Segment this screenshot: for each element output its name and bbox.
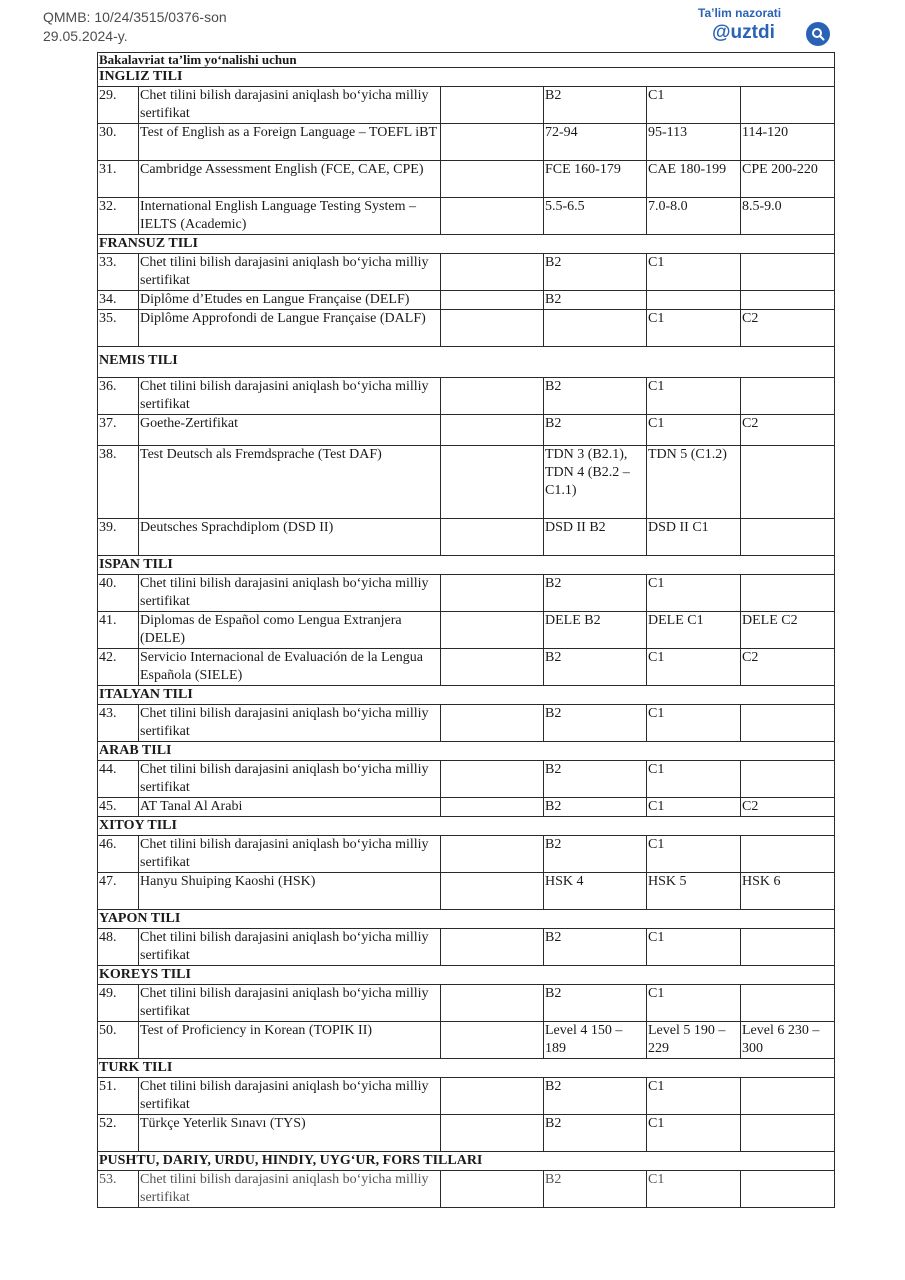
row-number: 51.: [98, 1078, 139, 1115]
table-row: [98, 1078, 835, 1115]
table-row: [98, 929, 835, 966]
b2-value: B2: [544, 761, 647, 798]
row-number: 38.: [98, 446, 139, 519]
b2-value: Level 4 150 – 189: [544, 1022, 647, 1059]
c2-value: [741, 291, 835, 310]
c2-value: C2: [741, 798, 835, 817]
row-number: 43.: [98, 705, 139, 742]
c2-value: [741, 985, 835, 1022]
spacer-cell: [441, 836, 544, 873]
certificate-name: Chet tilini bilish darajasini aniqlash bo‘yicha milliy sertifikat: [139, 929, 441, 966]
c1-value: TDN 5 (C1.2): [647, 446, 741, 519]
c2-value: [741, 1078, 835, 1115]
section-heading: YAPON TILI: [98, 910, 835, 929]
spacer-cell: [441, 291, 544, 310]
section-row: [98, 235, 835, 254]
row-number: 33.: [98, 254, 139, 291]
spacer-cell: [441, 378, 544, 415]
spacer-cell: [441, 705, 544, 742]
row-number: 29.: [98, 87, 139, 124]
spacer-cell: [441, 649, 544, 686]
row-number: 31.: [98, 161, 139, 198]
spacer-cell: [441, 575, 544, 612]
spacer-cell: [441, 873, 544, 910]
c1-value: DSD II C1: [647, 519, 741, 556]
b2-value: B2: [544, 254, 647, 291]
b2-value: B2: [544, 1171, 647, 1208]
spacer-cell: [441, 446, 544, 519]
c1-value: C1: [647, 1078, 741, 1115]
c2-value: CPE 200-220: [741, 161, 835, 198]
c1-value: C1: [647, 836, 741, 873]
c2-value: [741, 836, 835, 873]
c1-value: 7.0-8.0: [647, 198, 741, 235]
b2-value: B2: [544, 1078, 647, 1115]
b2-value: FCE 160-179: [544, 161, 647, 198]
certificate-name: Test of English as a Foreign Language – TOEFL iBT: [139, 124, 441, 161]
spacer-cell: [441, 761, 544, 798]
c1-value: 95-113: [647, 124, 741, 161]
spacer-cell: [441, 1022, 544, 1059]
section-row: [98, 556, 835, 575]
doc-ref-number: QMMB: 10/24/3515/0376-son: [43, 9, 227, 25]
certificate-name: Chet tilini bilish darajasini aniqlash bo‘yicha milliy sertifikat: [139, 985, 441, 1022]
b2-value: B2: [544, 929, 647, 966]
section-heading: ISPAN TILI: [98, 556, 835, 575]
document-reference: [43, 8, 227, 46]
spacer-cell: [441, 310, 544, 347]
section-row: [98, 742, 835, 761]
spacer-cell: [441, 87, 544, 124]
spacer-cell: [441, 929, 544, 966]
channel-watermark: [640, 6, 870, 50]
b2-value: HSK 4: [544, 873, 647, 910]
row-number: 48.: [98, 929, 139, 966]
b2-value: DELE B2: [544, 612, 647, 649]
c2-value: [741, 761, 835, 798]
certificate-name: Chet tilini bilish darajasini aniqlash bo‘yicha milliy sertifikat: [139, 1171, 441, 1208]
row-number: 39.: [98, 519, 139, 556]
c2-value: [741, 1115, 835, 1152]
certificate-name: Chet tilini bilish darajasini aniqlash bo‘yicha milliy sertifikat: [139, 1078, 441, 1115]
b2-value: B2: [544, 798, 647, 817]
b2-value: B2: [544, 705, 647, 742]
certificate-name: Chet tilini bilish darajasini aniqlash bo‘yicha milliy sertifikat: [139, 575, 441, 612]
c1-value: C1: [647, 985, 741, 1022]
row-number: 40.: [98, 575, 139, 612]
brand-title: Ta’lim nazorati: [698, 6, 782, 20]
certificate-name: Chet tilini bilish darajasini aniqlash bo‘yicha milliy sertifikat: [139, 87, 441, 124]
c1-value: C1: [647, 649, 741, 686]
certificate-name: Deutsches Sprachdiplom (DSD II): [139, 519, 441, 556]
certificate-name: Diplôme d’Etudes en Langue Française (DELF): [139, 291, 441, 310]
certificate-name: Goethe-Zertifikat: [139, 415, 441, 446]
b2-value: B2: [544, 87, 647, 124]
c2-value: [741, 929, 835, 966]
b2-value: TDN 3 (B2.1), TDN 4 (B2.2 – C1.1): [544, 446, 647, 519]
spacer-cell: [441, 198, 544, 235]
table-row: [98, 291, 835, 310]
c1-value: C1: [647, 310, 741, 347]
certificate-name: Cambridge Assessment English (FCE, CAE, CPE): [139, 161, 441, 198]
c1-value: C1: [647, 378, 741, 415]
row-number: 32.: [98, 198, 139, 235]
table-row: [98, 836, 835, 873]
section-row: [98, 68, 835, 87]
b2-value: B2: [544, 575, 647, 612]
certificate-name: Chet tilini bilish darajasini aniqlash bo‘yicha milliy sertifikat: [139, 705, 441, 742]
section-heading: PUSHTU, DARIY, URDU, HINDIY, UYG‘UR, FORS TILLARI: [98, 1152, 835, 1171]
spacer-cell: [441, 1171, 544, 1208]
row-number: 47.: [98, 873, 139, 910]
section-row: [98, 910, 835, 929]
b2-value: B2: [544, 1115, 647, 1152]
c1-value: C1: [647, 1115, 741, 1152]
table-row: [98, 1171, 835, 1208]
table-row: [98, 124, 835, 161]
section-row: [98, 686, 835, 705]
c1-value: HSK 5: [647, 873, 741, 910]
spacer-cell: [441, 124, 544, 161]
b2-value: 5.5-6.5: [544, 198, 647, 235]
table-row: [98, 798, 835, 817]
c1-value: C1: [647, 798, 741, 817]
section-row: [98, 1152, 835, 1171]
c1-value: C1: [647, 1171, 741, 1208]
table-title-row: [98, 53, 835, 68]
section-row: [98, 966, 835, 985]
certificate-name: Test of Proficiency in Korean (TOPIK II): [139, 1022, 441, 1059]
c1-value: [647, 291, 741, 310]
row-number: 34.: [98, 291, 139, 310]
table-row: [98, 612, 835, 649]
table-row: [98, 1022, 835, 1059]
spacer-cell: [441, 254, 544, 291]
row-number: 49.: [98, 985, 139, 1022]
c1-value: CAE 180-199: [647, 161, 741, 198]
b2-value: B2: [544, 415, 647, 446]
c2-value: [741, 254, 835, 291]
c2-value: [741, 87, 835, 124]
table-row: [98, 705, 835, 742]
certificate-name: AT Tanal Al Arabi: [139, 798, 441, 817]
c2-value: Level 6 230 – 300: [741, 1022, 835, 1059]
table-row: [98, 519, 835, 556]
c1-value: DELE C1: [647, 612, 741, 649]
row-number: 37.: [98, 415, 139, 446]
section-heading: FRANSUZ TILI: [98, 235, 835, 254]
b2-value: B2: [544, 836, 647, 873]
spacer-cell: [441, 985, 544, 1022]
spacer-cell: [441, 161, 544, 198]
table-row: [98, 761, 835, 798]
c1-value: C1: [647, 761, 741, 798]
section-row: [98, 817, 835, 836]
b2-value: B2: [544, 985, 647, 1022]
c2-value: C2: [741, 310, 835, 347]
spacer-cell: [441, 1078, 544, 1115]
table-row: [98, 378, 835, 415]
b2-value: B2: [544, 378, 647, 415]
c2-value: C2: [741, 415, 835, 446]
doc-date: 29.05.2024-y.: [43, 28, 128, 44]
c1-value: C1: [647, 415, 741, 446]
c2-value: [741, 446, 835, 519]
c1-value: C1: [647, 929, 741, 966]
c1-value: C1: [647, 705, 741, 742]
table-row: [98, 446, 835, 519]
b2-value: [544, 310, 647, 347]
spacer-cell: [441, 519, 544, 556]
certificate-name: International English Language Testing System – IELTS (Academic): [139, 198, 441, 235]
c2-value: 114-120: [741, 124, 835, 161]
certificate-name: Hanyu Shuiping Kaoshi (HSK): [139, 873, 441, 910]
c1-value: Level 5 190 – 229: [647, 1022, 741, 1059]
row-number: 30.: [98, 124, 139, 161]
row-number: 36.: [98, 378, 139, 415]
certificate-table: [97, 52, 835, 1208]
c2-value: [741, 519, 835, 556]
search-icon[interactable]: [806, 22, 830, 46]
b2-value: B2: [544, 291, 647, 310]
table-row: [98, 649, 835, 686]
certificate-name: Chet tilini bilish darajasini aniqlash bo‘yicha milliy sertifikat: [139, 378, 441, 415]
row-number: 42.: [98, 649, 139, 686]
certificate-name: Türkçe Yeterlik Sınavı (TYS): [139, 1115, 441, 1152]
certificate-name: Servicio Internacional de Evaluación de la Lengua Española (SIELE): [139, 649, 441, 686]
table-row: [98, 254, 835, 291]
table-row: [98, 873, 835, 910]
certificate-name: Test Deutsch als Fremdsprache (Test DAF): [139, 446, 441, 519]
table-row: [98, 415, 835, 446]
table-row: [98, 575, 835, 612]
row-number: 45.: [98, 798, 139, 817]
c2-value: C2: [741, 649, 835, 686]
section-heading: ITALYAN TILI: [98, 686, 835, 705]
row-number: 41.: [98, 612, 139, 649]
table-row: [98, 1115, 835, 1152]
spacer-cell: [441, 612, 544, 649]
c2-value: HSK 6: [741, 873, 835, 910]
certificate-name: Diplomas de Español como Lengua Extranjera (DELE): [139, 612, 441, 649]
c1-value: C1: [647, 254, 741, 291]
section-heading: XITOY TILI: [98, 817, 835, 836]
section-row: [98, 1059, 835, 1078]
table-row: [98, 198, 835, 235]
c1-value: C1: [647, 87, 741, 124]
row-number: 46.: [98, 836, 139, 873]
section-heading: NEMIS TILI: [98, 347, 835, 378]
spacer-cell: [441, 415, 544, 446]
c2-value: [741, 1171, 835, 1208]
c2-value: [741, 575, 835, 612]
section-heading: TURK TILI: [98, 1059, 835, 1078]
section-row: [98, 347, 835, 378]
brand-handle: @uztdi: [712, 22, 775, 43]
table-title: Bakalavriat ta’lim yo‘nalishi uchun: [98, 53, 835, 68]
table-row: [98, 310, 835, 347]
table-row: [98, 87, 835, 124]
certificate-name: Diplôme Approfondi de Langue Française (DALF): [139, 310, 441, 347]
section-heading: ARAB TILI: [98, 742, 835, 761]
b2-value: 72-94: [544, 124, 647, 161]
b2-value: B2: [544, 649, 647, 686]
c1-value: C1: [647, 575, 741, 612]
b2-value: DSD II B2: [544, 519, 647, 556]
table-row: [98, 161, 835, 198]
c2-value: 8.5-9.0: [741, 198, 835, 235]
certificate-name: Chet tilini bilish darajasini aniqlash bo‘yicha milliy sertifikat: [139, 836, 441, 873]
certificate-name: Chet tilini bilish darajasini aniqlash bo‘yicha milliy sertifikat: [139, 761, 441, 798]
row-number: 44.: [98, 761, 139, 798]
row-number: 50.: [98, 1022, 139, 1059]
section-heading: INGLIZ TILI: [98, 68, 835, 87]
c2-value: [741, 378, 835, 415]
spacer-cell: [441, 1115, 544, 1152]
spacer-cell: [441, 798, 544, 817]
certificate-name: Chet tilini bilish darajasini aniqlash bo‘yicha milliy sertifikat: [139, 254, 441, 291]
row-number: 53.: [98, 1171, 139, 1208]
c2-value: DELE C2: [741, 612, 835, 649]
table-row: [98, 985, 835, 1022]
row-number: 35.: [98, 310, 139, 347]
c2-value: [741, 705, 835, 742]
section-heading: KOREYS TILI: [98, 966, 835, 985]
row-number: 52.: [98, 1115, 139, 1152]
